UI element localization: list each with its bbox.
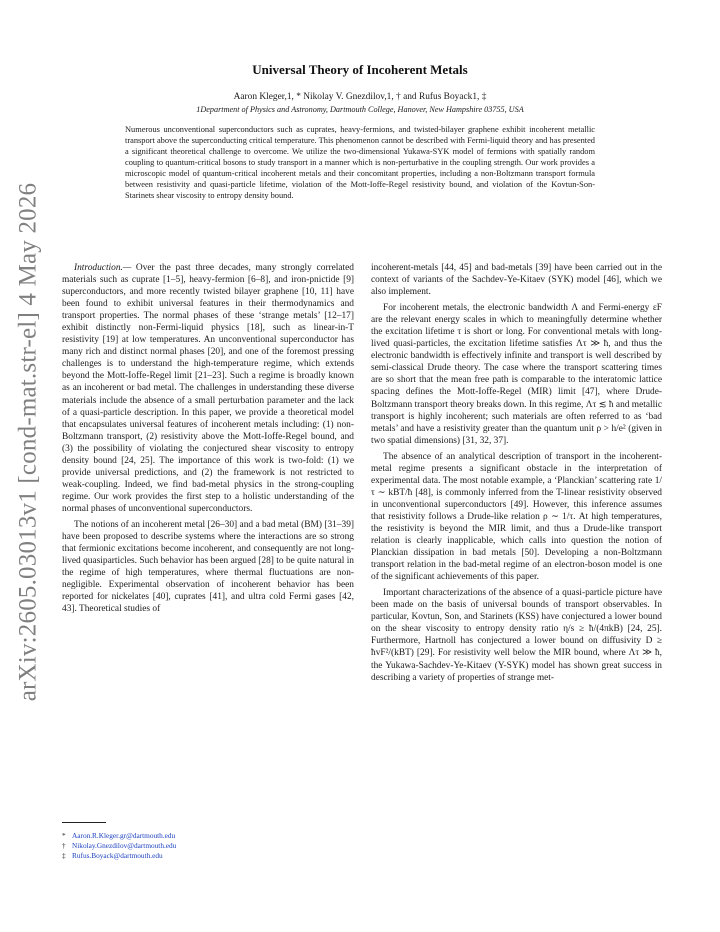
email-link[interactable]: Nikolay.Gnezdilov@dartmouth.edu (72, 841, 177, 851)
arxiv-sidebar (6, 182, 50, 702)
paragraph: The absence of an analytical description of transport in the incoherent-metal regime presents a significant obstacle in the interpretation of experimental data. The most notable example, a ‘Planckian’ scattering rate 1/τ ∼ kBT/ħ [48], is commonly inferred from the T-linear resistivity observed in unconventional superconductors [49]. However, this inference assumes that resistivity follows a Drude-like relation ρ ∼ 1/τ. At high temperatures, the resistivity is beyond the MIR limit, and thus a Drude-like transport relation is clearly inapplicable, which calls into question the notion of Planckian dissipation in bad metals [50]. Developing a non-Boltzmann transport relation in the bad-metal regime of an electron-boson model is one of the significant achievements of this paper. (371, 451, 662, 583)
right-column (371, 262, 662, 684)
intro-paragraph (62, 262, 354, 515)
paper-header (60, 62, 660, 201)
abstract: Numerous unconventional superconductors such as cuprates, heavy-fermions, and twisted-bilayer graphene exhibit incoherent metallic transport above the superconducting critical temperature. This phenomenon cannot be described with Fermi-liquid theory and has presented a significant theoretical challenge to overcome. We utilize the two-dimensional Yukawa-SYK model of fermions with spatially random coupling to quantum-critical bosons to study transport in a manner which is non-perturbative in the coupling strength. Our work provides a microscopic model of quantum-critical incoherent metals and their concomitant properties, including a non-Boltzmann transport formula between resistivity and quasi-particle lifetime, violation of the Mott-Ioffe-Regel resistivity bound, and violation of the Kovtun-Son-Starinets shear viscosity to entropy density bound. (125, 125, 595, 200)
footnote (62, 841, 354, 851)
paragraph: The notions of an incoherent metal [26–30] and a bad metal (BM) [31–39] have been proposed to describe systems where the interactions are so strong that fermionic excitations become incoherent, and consequently are not long-lived quasiparticles. Such behavior has been argued [28] to be quite natural in the regime of high temperatures, where thermal fluctuations are non-negligible. Experimental observation of incoherent behavior has been reported for nickelates [40], cuprates [41], and ultra cold Fermi gases [42, 43]. Theoretical studies of (62, 519, 354, 615)
intro-text: Over the past three decades, many strongly correlated materials such as cuprate [1–5], heavy-fermion [6–8], and iron-pnictide [9] superconductors, and more recently twisted bilayer graphene [10, 11] have been found to exhibit universal features in their thermodynamics and transport properties. The normal phases of these ‘strange metals’ [12–17] exhibit distinctly non-Fermi-liquid physics [18], such as linear-in-T resistivity [19] at low temperatures. An unconventional superconductor has many rich and distinct normal phases [20], and one of the foremost pressing challenges is to understand the high-temperature regime, which extends beyond the Mott-Ioffe-Regel limit [21–23]. Such a regime is broadly known as an incoherent or bad metal. The challenges in understanding these diverse materials include the absence of a small perturbation parameter and the lack of a quasi-particle description. In this paper, we provide a theoretical model that encapsulates universal features of incoherent metals including: (1) non-Boltzmann transport, (2) resistivity above the Mott-Ioffe-Regel bound, and (3) the possibility of violating the conjectured shear viscosity to entropy density bound [24, 25]. The importance of this work is two-fold: (1) we provide universal predictions, and (2) the framework is not restricted to weak-coupling. Indeed, we find bad-metal physics in the strong-coupling regime. Our work provides the first step to a holistic understanding of the normal phases of unconventional superconductors. (62, 263, 354, 514)
footnote-symbol: † (62, 841, 66, 851)
section-lead: Introduction.— (74, 263, 132, 273)
footnote (62, 851, 354, 861)
footnote-symbol: * (62, 831, 66, 840)
paper-title: Universal Theory of Incoherent Metals (252, 62, 468, 77)
footnote-symbol: ‡ (62, 851, 66, 861)
email-link[interactable]: Rufus.Boyack@dartmouth.edu (72, 851, 163, 861)
footnote-rule (62, 822, 106, 823)
author-list: Aaron Kleger,1, * Nikolay V. Gnezdilov,1, † and Rufus Boyack1, ‡ (233, 92, 487, 102)
left-column (62, 262, 354, 615)
paragraph: For incoherent metals, the electronic bandwidth Λ and Fermi-energy εF are the relevant energy scales in which to meaningfully determine whether the excitation lifetime τ is short or long. For conventional metals with long-lived quasi-particles, the excitation lifetime satisfies Λτ ≫ ħ, and thus the electronic bandwidth is effectively infinite and transport is well described by semi-classical Drude theory. The case where the transport scattering times are so short that the mean free path is comparable to the interatomic lattice spacing defines the Mott-Ioffe-Regel (MIR) limit [47], where Drude-Boltzmann transport theory breaks down. In this regime, Λτ ≲ ħ and metallic transport is highly incoherent; such materials are often referred to as ‘bad metals’ and have a resistivity greater than the quantum unit ρ > h/e² (given in two spatial dimensions) [31, 32, 37]. (371, 303, 662, 446)
footnote (62, 831, 354, 841)
arxiv-stamp: arXiv:2605.03013v1 [cond-mat.str-el] 4 May 2026 (14, 182, 41, 702)
email-link[interactable]: Aaron.R.Kleger.gr@dartmouth.edu (72, 831, 176, 840)
paragraph: Important characterizations of the absence of a quasi-particle picture have been made on the basis of universal bounds of transport observables. In particular, Kovtun, Son, and Starinets (KSS) have conjectured a lower bound on the shear viscosity to entropy density ratio η/s ≥ ħ/(4πkB) [24, 25]. Furthermore, Hartnoll has conjectured a lower bound on diffusivity D ≥ ħvF²/(kBT) [29]. For resistivity well below the MIR bound, where Λτ ≫ ħ, the Yukawa-Sachdev-Ye-Kitaev (Y-SYK) model has shown great success in describing a variety of properties of strange met- (371, 588, 662, 683)
affiliation: 1Department of Physics and Astronomy, Dartmouth College, Hanover, New Hampshire 03755, USA (196, 105, 524, 114)
paragraph: incoherent-metals [44, 45] and bad-metals [39] have been carried out in the context of variants of the Sachdev-Ye-Kitaev (SYK) model [46], which we also implement. (371, 263, 662, 298)
footnotes (62, 831, 354, 862)
